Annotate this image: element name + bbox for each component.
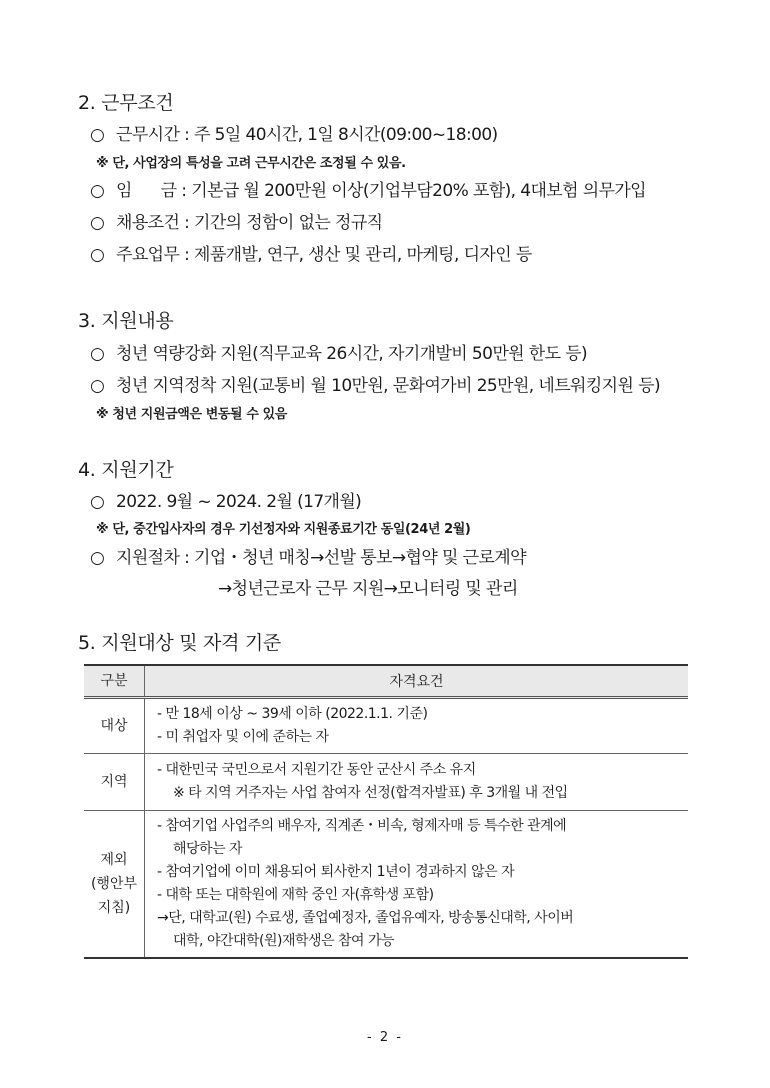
bullet-employment [90,208,382,233]
bullet-text: 주요업무 : 제품개발, 연구, 생산 및 관리, 마케팅, 디자인 등 [116,245,532,265]
bullet-wage [90,176,646,201]
bullet-procedure [90,543,526,568]
section-title-eligibility: 5. 지원대상 및 자격 기준 [78,632,281,654]
exclusion-label-line: (행안부 [90,876,138,892]
circle-bullet-icon: ○ [90,245,105,265]
bullet-text: 청년 지역정착 지원(교통비 월 10만원, 문화여가비 25만원, 네트워킹지원 등) [116,376,660,396]
circle-bullet-icon: ○ [90,376,105,396]
section-title-work-conditions: 2. 근무조건 [78,92,174,114]
circle-bullet-icon: ○ [90,181,105,201]
eligibility-table [84,664,688,959]
requirement-line: 대학, 야간대학(원)재학생은 참여 가능 [173,933,395,949]
bullet-main-duties [90,240,532,265]
row-content-target [145,698,689,754]
row-content-region [145,754,689,811]
bullet-period [90,487,361,512]
bullet-text: 근무시간 : 주 5일 40시간, 1일 8시간(09:00~18:00) [116,125,498,145]
exclusion-label-line: 지침) [97,900,131,916]
bullet-work-hours [90,120,498,145]
circle-bullet-icon: ○ [90,548,105,568]
requirement-line: - 대한민국 국민으로서 지원기간 동안 군산시 주소 유지 [157,762,476,778]
procedure-continuation: →청년근로자 근무 지원→모니터링 및 관리 [218,579,518,599]
page-number: - 2 - [367,1030,403,1045]
note-support-amount: ※ 청년 지원금액은 변동될 수 있음 [96,407,287,422]
table-row [84,811,688,959]
section-title-support: 3. 지원내용 [78,310,174,332]
requirement-line: 해당하는 자 [173,841,243,857]
table-header-requirements: 자격요건 [145,665,689,698]
circle-bullet-icon: ○ [90,125,105,145]
requirement-line: - 참여기업에 이미 채용되어 퇴사한지 1년이 경과하지 않은 자 [157,864,515,880]
row-content-exclusion [145,811,689,959]
bullet-text: 2022. 9월 ~ 2024. 2월 (17개월) [116,492,362,512]
row-label-region: 지역 [84,754,145,811]
requirement-line: →단, 대학교(원) 수료생, 졸업예정자, 졸업유예자, 방송통신대학, 사이버 [157,910,574,926]
bullet-settlement-support [90,371,660,396]
table-row [84,698,688,754]
circle-bullet-icon: ○ [90,492,105,512]
row-label-exclusion [84,811,145,959]
note-work-hours: ※ 단, 사업장의 특성을 고려 근무시간은 조정될 수 있음. [96,156,406,171]
bullet-text: 채용조건 : 기간의 정함이 없는 정규직 [116,213,383,233]
exclusion-label-line: 제외 [100,852,128,868]
table-header-category: 구분 [84,665,145,698]
requirement-line: - 참여기업 사업주의 배우자, 직계존・비속, 형제자매 등 특수한 관계에 [157,818,567,834]
bullet-text: 임 금 : 기본급 월 200만원 이상(기업부담20% 포함), 4대보험 의무가입 [116,181,647,201]
bullet-capacity-support [90,339,587,364]
requirement-line: - 만 18세 이상 ~ 39세 이하 (2022.1.1. 기준) [157,706,428,722]
bullet-text: 청년 역량강화 지원(직무교육 26시간, 자기개발비 50만원 한도 등) [116,344,588,364]
bullet-text: 지원절차 : 기업・청년 매칭→선발 통보→협약 및 근로계약 [116,548,526,568]
circle-bullet-icon: ○ [90,213,105,233]
requirement-line: - 대학 또는 대학원에 재학 중인 자(휴학생 포함) [157,887,434,903]
note-mid-joiners: ※ 단, 중간입사자의 경우 기선정자와 지원종료기간 동일(24년 2월) [96,522,471,537]
circle-bullet-icon: ○ [90,344,105,364]
table-header-row [84,665,688,698]
row-label-target: 대상 [84,698,145,754]
table-row [84,754,688,811]
requirement-note: ※ 타 지역 거주자는 사업 참여자 선정(합격자발표) 후 3개월 내 전입 [173,785,568,801]
section-title-period: 4. 지원기간 [78,459,174,481]
requirement-line: - 미 취업자 및 이에 준하는 자 [157,729,329,745]
